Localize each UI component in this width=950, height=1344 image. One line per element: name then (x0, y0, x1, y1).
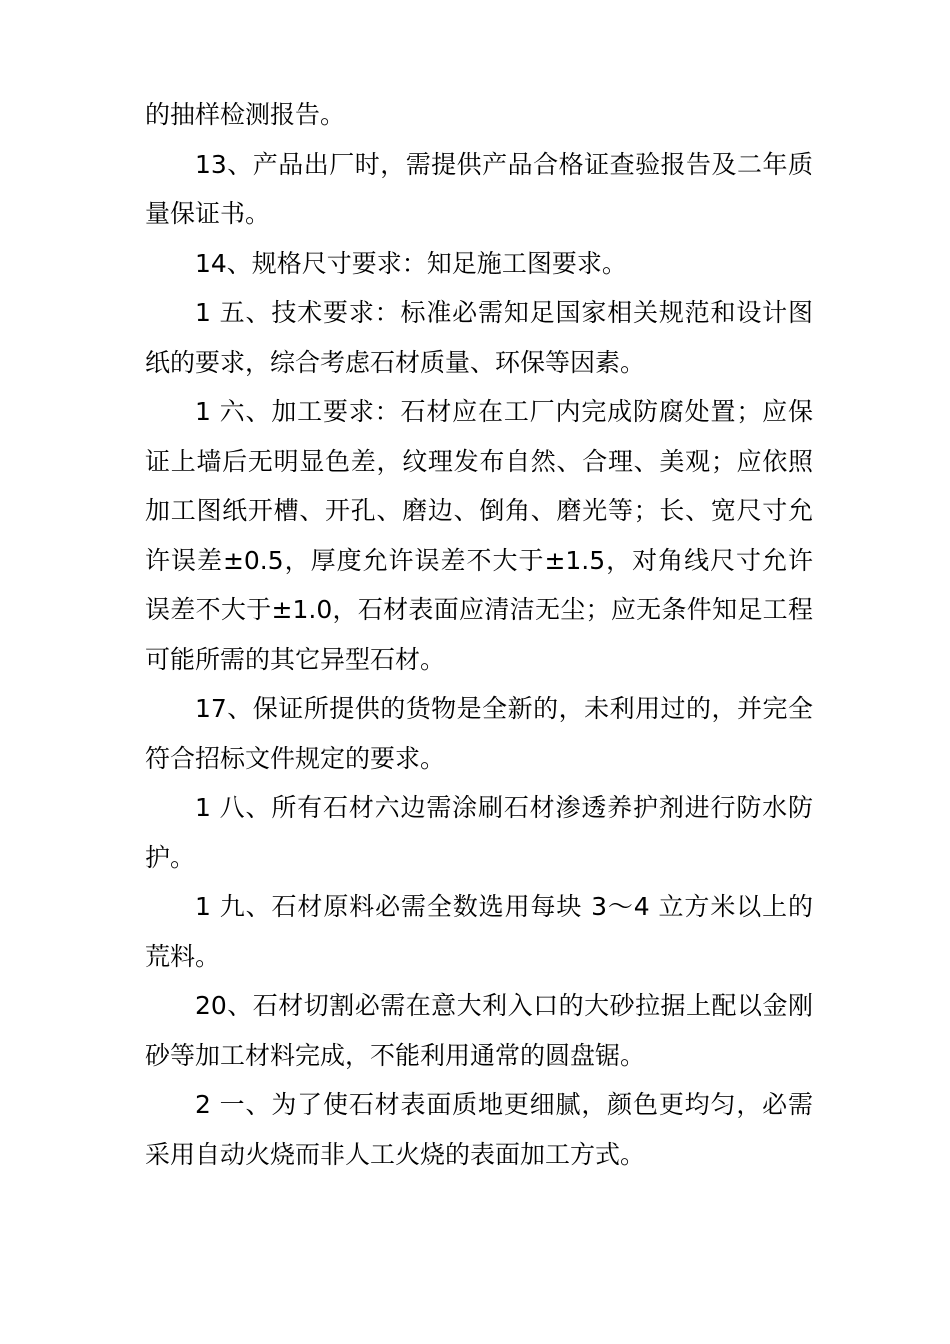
paragraph-continuation: 的抽样检测报告。 (145, 100, 346, 129)
paragraph-item-20: 20、石材切割必需在意大利入口的大砂拉据上配以金刚砂等加工材料完成，不能利用通常的圆盘锯。 (145, 991, 813, 1070)
paragraph-item-18: 1 八、所有石材六边需涂刷石材渗透养护剂进行防水防护。 (145, 793, 813, 872)
paragraph-item-15: 1 五、技术要求：标准必需知足国家相关规范和设计图纸的要求，综合考虑石材质量、环保等因素。 (145, 298, 813, 377)
paragraph-item-16: 1 六、加工要求：石材应在工厂内完成防腐处置；应保证上墙后无明显色差，纹理发布自然、合理、美观；应依照加工图纸开槽、开孔、磨边、倒角、磨光等；长、宽尺寸允许误差±0.5，厚度允许误差不大于±1.5，对角线尺寸允许误差不大于±1.0，石材表面应清洁无尘；应无条件知足工程可能所需的其它异型石材。 (145, 397, 813, 674)
paragraph-item-19: 1 九、石材原料必需全数选用每块 3～4 立方米以上的荒料。 (145, 892, 813, 971)
paragraph-item-17: 17、保证所提供的货物是全新的，未利用过的，并完全符合招标文件规定的要求。 (145, 694, 813, 773)
paragraph-item-14: 14、规格尺寸要求：知足施工图要求。 (195, 248, 627, 278)
document-body (145, 90, 813, 1179)
paragraph-item-21: 2 一、为了使石材表面质地更细腻，颜色更均匀，必需采用自动火烧而非人工火烧的表面加工方式。 (145, 1090, 813, 1169)
paragraph-item-13: 13、产品出厂时，需提供产品合格证查验报告及二年质量保证书。 (145, 149, 813, 228)
